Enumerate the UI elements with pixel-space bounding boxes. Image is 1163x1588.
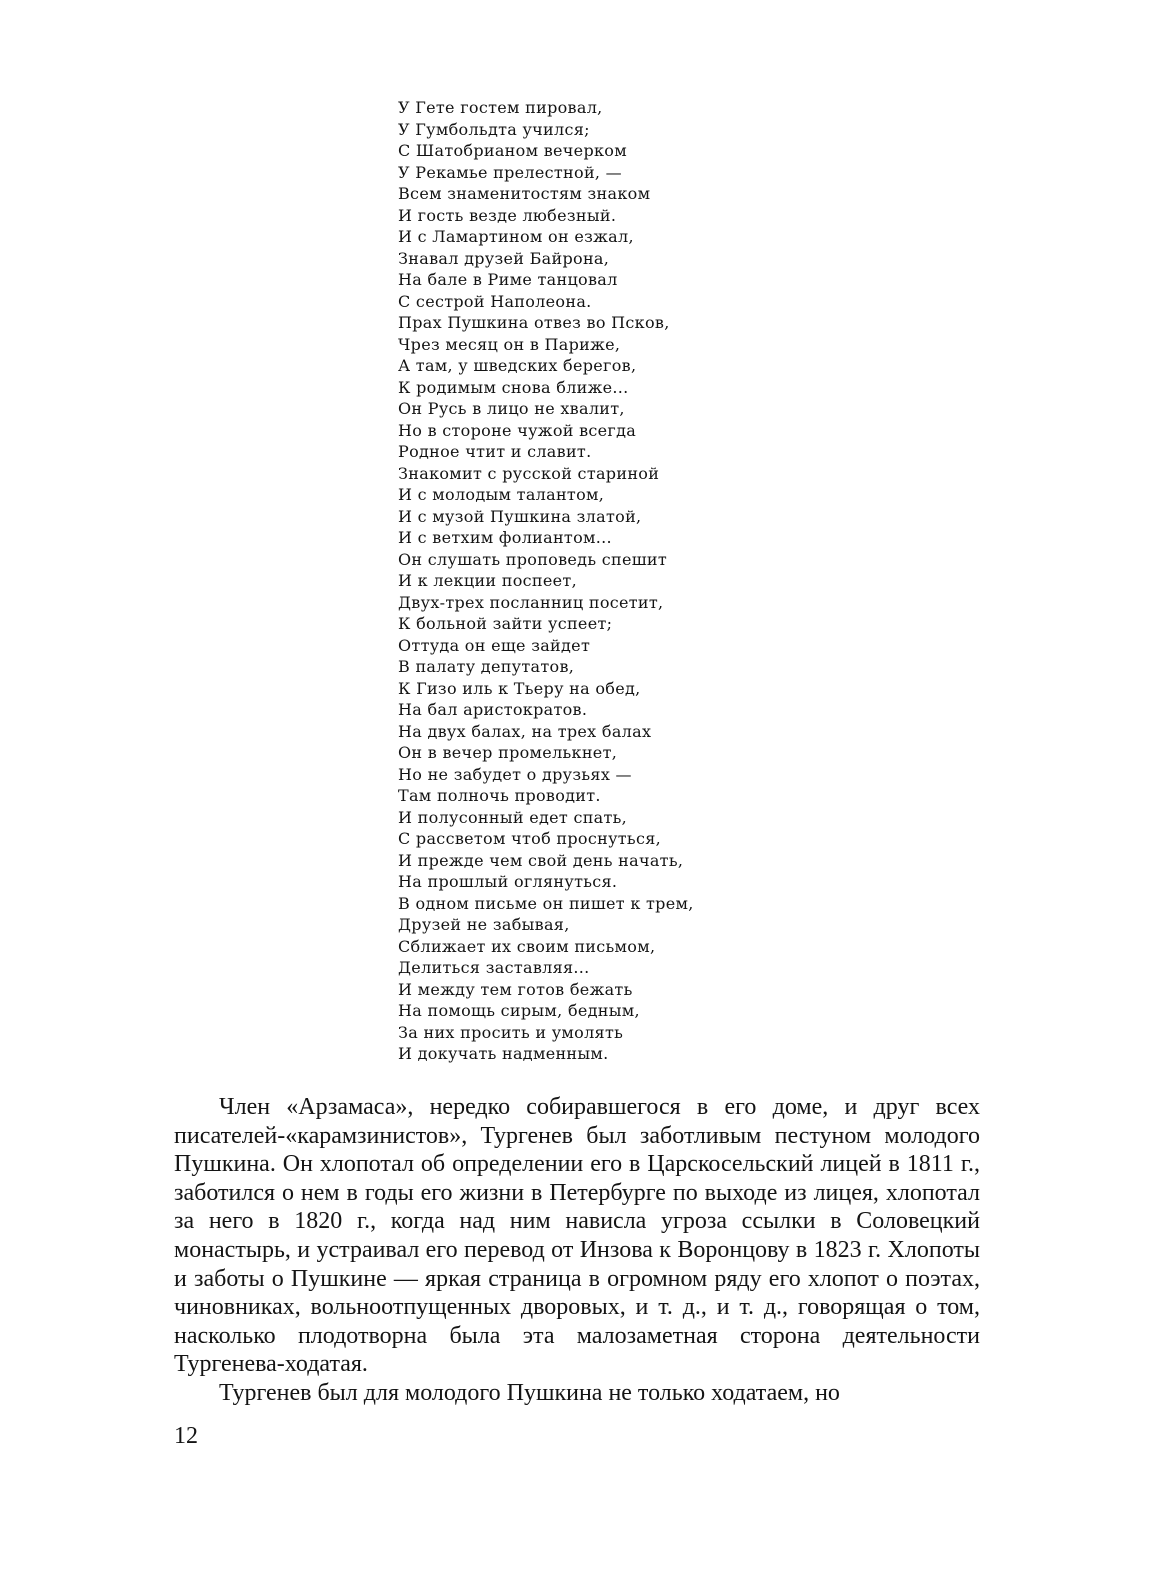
poem-line: У Гумбольдта учился; (398, 119, 590, 139)
page-number: 12 (174, 1423, 198, 1449)
poem-line: В палату депутатов, (398, 657, 575, 676)
poem-line: И с Ламартином он езжал, (398, 227, 634, 246)
poem-line: Двух-трех посланниц посетит, (398, 592, 664, 612)
poem-line: К Гизо иль к Тьеру на обед, (398, 678, 641, 698)
poem-line: Но в стороне чужой всегда (398, 420, 637, 440)
prose-block (174, 1093, 980, 1408)
poem-line: И полусонный едет спать, (398, 807, 628, 827)
poem-line: Он слушать проповедь спешит (398, 549, 668, 569)
poem-line: Родное чтит и славит. (398, 442, 592, 461)
poem-line: За них просить и умолять (398, 1022, 624, 1042)
poem-line: На помощь сирым, бедным, (398, 1001, 640, 1020)
poem-line: На прошлый оглянуться. (398, 872, 618, 891)
poem-line: И докучать надменным. (398, 1044, 609, 1063)
poem-line: Друзей не забывая, (398, 915, 570, 934)
poem-line: Прах Пушкина отвез во Псков, (398, 313, 670, 332)
poem-line: На бале в Риме танцовал (398, 270, 618, 289)
poem-line: С рассветом чтоб проснуться, (398, 829, 661, 848)
poem-line: Но не забудет о друзьях — (398, 764, 632, 784)
poem-line: В одном письме он пишет к трем, (398, 893, 694, 913)
poem-line: У Рекамье прелестной, — (398, 162, 622, 182)
poem-line: Он Русь в лицо не хвалит, (398, 399, 625, 418)
prose-paragraph: Член «Арзамаса», нередко собиравшегося в его доме, и друг всех писателей-«карамзинистов», Тургенев был заботливым пестуном молодого Пушкина. Он хлопотал об определении его в Царскосельский лицей в 1811 г., заботился о нем в годы его жизни в Петербурге по выходе из лицея, хлопотал за него в 1820 г., когда над ним нависла угроза ссылки в Соловецкий монастырь, и устраивал его перевод от Инзова к Воронцову в 1823 г. Хлопоты и заботы о Пушкине — яркая страница в огромном ряду его хлопот о поэтах, чиновниках, вольноотпущенных дворовых, и т. д., и т. д., говорящая о том, насколько плодотворна была эта малозаметная сторона деятельности Тургенева-ходатая. (174, 1094, 980, 1378)
poem-line: Чрез месяц он в Париже, (398, 334, 621, 354)
poem-line: Всем знаменитостям знаком (398, 184, 651, 203)
poem-line: А там, у шведских берегов, (398, 356, 637, 375)
poem-line: И прежде чем свой день начать, (398, 850, 684, 870)
poem-line: С сестрой Наполеона. (398, 291, 592, 311)
poem-line: С Шатобрианом вечерком (398, 141, 627, 160)
poem-line: К родимым снова ближе... (398, 377, 629, 397)
poem-line: Знавал друзей Байрона, (398, 248, 610, 268)
poem-line: У Гете гостем пировал, (398, 98, 603, 117)
poem-line: И гость везде любезный. (398, 205, 617, 225)
poem-line: На бал аристократов. (398, 700, 588, 719)
poem-line: К больной зайти успеет; (398, 614, 613, 633)
poem-line: Делиться заставляя... (398, 958, 590, 977)
poem-line: Он в вечер промелькнет, (398, 743, 618, 762)
poem-line: И с молодым талантом, (398, 485, 605, 504)
poem-line: И с музой Пушкина златой, (398, 506, 642, 526)
poem-line: На двух балах, на трех балах (398, 721, 652, 741)
poem-line: Там полночь проводит. (398, 786, 601, 805)
poem-line: Сближает их своим письмом, (398, 936, 656, 956)
poem-block (398, 97, 818, 1065)
poem-line: Знакомит с русской стариной (398, 463, 660, 483)
poem-line: И между тем готов бежать (398, 979, 633, 999)
poem-line: И с ветхим фолиантом... (398, 528, 612, 547)
prose-paragraph: Тургенев был для молодого Пушкина не только ходатаем, но (219, 1379, 840, 1406)
poem-line: И к лекции поспеет, (398, 571, 577, 590)
poem-line: Оттуда он еще зайдет (398, 635, 591, 655)
